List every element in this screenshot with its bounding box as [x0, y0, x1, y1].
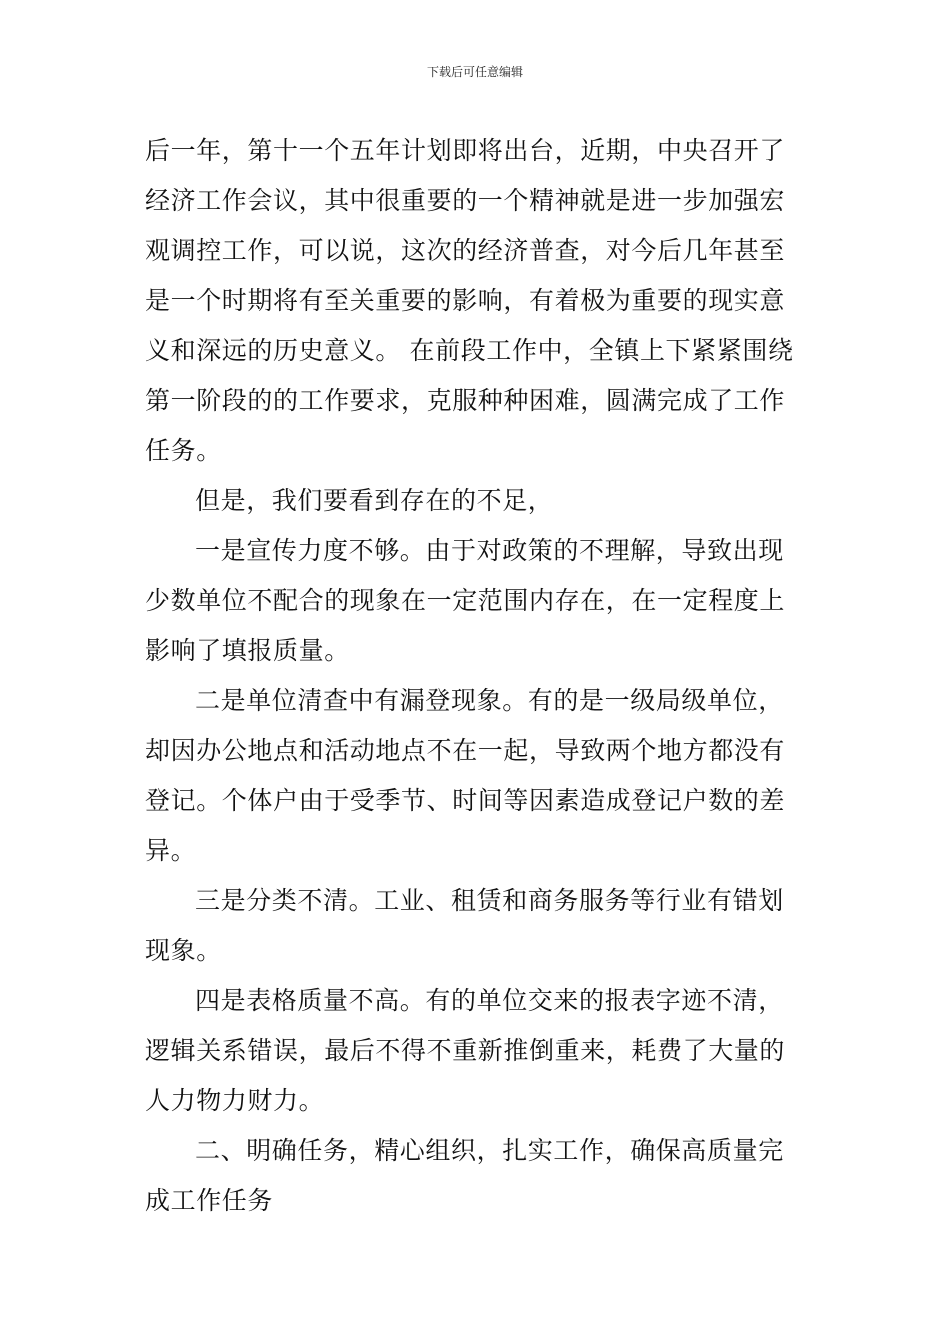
paragraph-4 [145, 676, 810, 876]
text-line: 观调控工作，可以说，这次的经济普查，对今后几年甚至 [145, 236, 786, 265]
document-body [145, 126, 810, 1226]
text-line: 经济工作会议，其中很重要的一个精神就是进一步加强宏 [145, 186, 786, 215]
text-line: 义和深远的历史意义。 在前段工作中，全镇上下紧紧围绕 [145, 336, 794, 365]
page-header-note: 下载后可任意编辑 [426, 65, 523, 79]
text-line: 人力物力财力。 [145, 1086, 325, 1115]
text-line: 二是单位清查中有漏登现象。有的是一级局级单位， [195, 686, 784, 715]
text-line: 是一个时期将有至关重要的影响，有着极为重要的现实意 [145, 286, 786, 315]
text-line: 四是表格质量不高。有的单位交来的报表字迹不清， [195, 986, 784, 1015]
paragraph-5 [145, 876, 810, 976]
text-line: 异。 [145, 836, 197, 865]
text-line: 二、明确任务，精心组织，扎实工作，确保高质量完 [195, 1136, 784, 1165]
text-line: 影响了填报质量。 [145, 636, 350, 665]
text-line: 但是，我们要看到存在的不足， [195, 486, 554, 515]
text-line: 逻辑关系错误，最后不得不重新推倒重来，耗费了大量的 [145, 1036, 786, 1065]
text-line: 登记。个体户由于受季节、时间等因素造成登记户数的差 [145, 786, 786, 815]
text-line: 却因办公地点和活动地点不在一起，导致两个地方都没有 [145, 736, 786, 765]
text-line: 成工作任务 [145, 1186, 274, 1215]
section-heading [145, 1126, 810, 1226]
text-line: 后一年，第十一个五年计划即将出台，近期，中央召开了 [145, 136, 786, 165]
text-line: 一是宣传力度不够。由于对政策的不理解，导致出现 [195, 536, 784, 565]
text-line: 任务。 [145, 436, 222, 465]
paragraph-3 [145, 526, 810, 676]
text-line: 少数单位不配合的现象在一定范围内存在，在一定程度上 [145, 586, 786, 615]
paragraph-6 [145, 976, 810, 1126]
text-line: 现象。 [145, 936, 222, 965]
text-line: 第一阶段的的工作要求，克服种种困难，圆满完成了工作 [145, 386, 786, 415]
text-line: 三是分类不清。工业、租赁和商务服务等行业有错划 [195, 886, 784, 915]
paragraph-2 [145, 476, 810, 526]
paragraph-1 [145, 126, 810, 476]
